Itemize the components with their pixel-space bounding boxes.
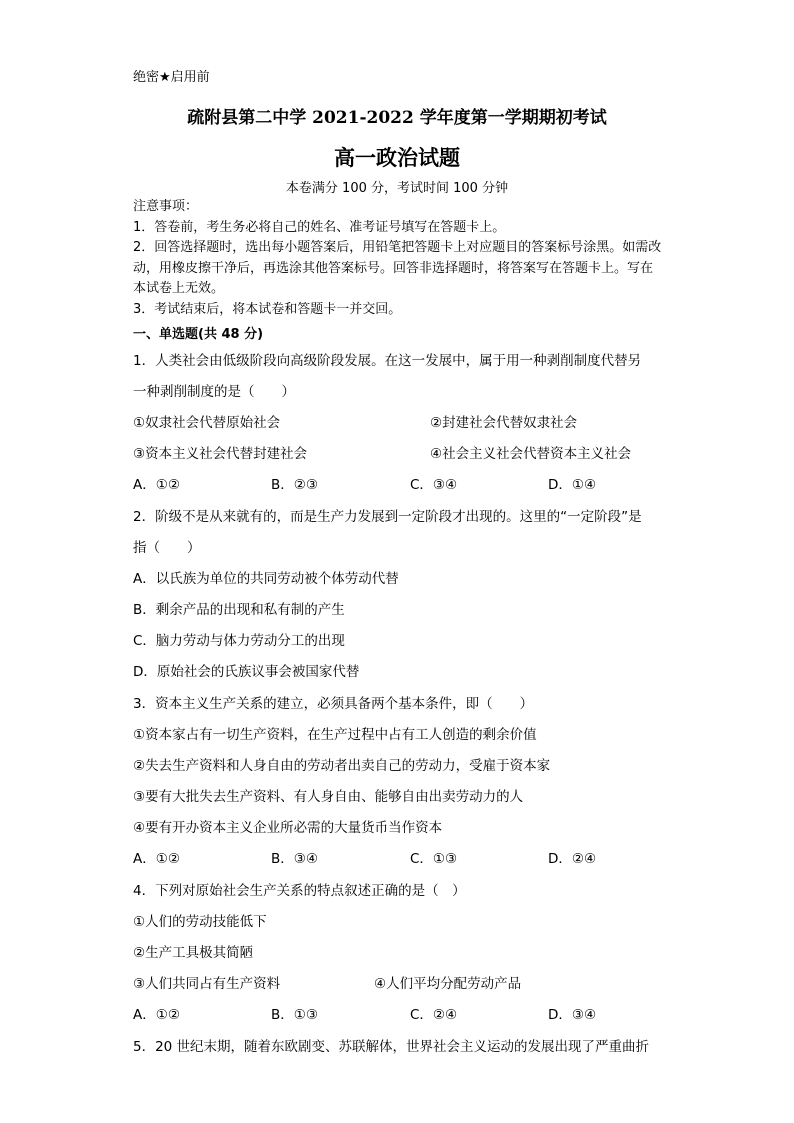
question-3-item: ①资本家占有一切生产资料，在生产过程中占有工人创造的剩余价值 bbox=[133, 727, 537, 743]
notes-heading: 注意事项： bbox=[133, 199, 199, 214]
section-title: 一、单选题(共 48 分) bbox=[133, 327, 264, 342]
question-1-item: ③资本主义社会代替封建社会 bbox=[133, 446, 308, 462]
exam-info: 本卷满分 100 分，考试时间 100 分钟 bbox=[285, 181, 509, 196]
question-2-stem-line1: 2．阶级不是从来就有的，而是生产力发展到一定阶段才出现的。这里的“一定阶段”是 bbox=[133, 509, 642, 525]
question-1-item: ①奴隶社会代替原始社会 bbox=[133, 415, 281, 431]
question-4-choice-a[interactable]: A．①② bbox=[133, 1007, 180, 1023]
question-3-item: ②失去生产资料和人身自由的劳动者出卖自己的劳动力，受雇于资本家 bbox=[133, 758, 551, 774]
question-3-choice-a[interactable]: A．①② bbox=[133, 851, 180, 867]
question-4-stem: 4．下列对原始社会生产关系的特点叙述正确的是（ ） bbox=[133, 883, 466, 899]
question-4-choice-c[interactable]: C．②④ bbox=[410, 1007, 458, 1023]
question-4-item: ④人们平均分配劳动产品 bbox=[374, 976, 522, 992]
question-3-stem: 3．资本主义生产关系的建立，必须具备两个基本条件，即（ ） bbox=[133, 696, 534, 712]
note-item: 1．答卷前，考生务必将自己的姓名、准考证号填写在答题卡上。 bbox=[133, 219, 506, 235]
question-1-item: ②封建社会代替奴隶社会 bbox=[430, 415, 578, 431]
question-1-item: ④社会主义社会代替资本主义社会 bbox=[430, 446, 632, 462]
question-4-item: ③人们共同占有生产资料 bbox=[133, 976, 281, 992]
question-3-item: ④要有开办资本主义企业所必需的大量货币当作资本 bbox=[133, 820, 443, 836]
question-1-stem-line1: 1．人类社会由低级阶段向高级阶段发展。在这一发展中，属于用一种剥削制度代替另 bbox=[133, 353, 642, 369]
question-4-item: ①人们的劳动技能低下 bbox=[133, 914, 267, 930]
question-1-choice-d[interactable]: D．①④ bbox=[548, 477, 597, 493]
notes-block bbox=[133, 197, 663, 320]
question-1-choice-c[interactable]: C．③④ bbox=[410, 477, 458, 493]
question-2-choice-b[interactable]: B．剩余产品的出现和私有制的产生 bbox=[133, 602, 345, 618]
question-4-choice-b[interactable]: B．①③ bbox=[271, 1007, 318, 1023]
question-1-stem-line2: 一种剥削制度的是（ ） bbox=[133, 384, 295, 400]
question-2-choice-d[interactable]: D．原始社会的氏族议事会被国家代替 bbox=[133, 664, 360, 680]
subject-title: 高一政治试题 bbox=[334, 145, 460, 170]
question-3-choice-d[interactable]: D．②④ bbox=[548, 851, 597, 867]
question-5-stem: 5．20 世纪末期，随着东欧剧变、苏联解体，世界社会主义运动的发展出现了严重曲折 bbox=[133, 1039, 650, 1055]
question-3-choice-c[interactable]: C．①③ bbox=[410, 851, 458, 867]
question-4-choice-d[interactable]: D．③④ bbox=[548, 1007, 597, 1023]
exam-title: 疏附县第二中学 2021-2022 学年度第一学期期初考试 bbox=[187, 108, 607, 128]
secret-mark: 绝密★启用前 bbox=[133, 70, 210, 85]
note-item: 3．考试结束后，将本试卷和答题卡一并交回。 bbox=[133, 301, 402, 317]
question-3-choice-b[interactable]: B．③④ bbox=[271, 851, 318, 867]
question-2-choice-a[interactable]: A．以氏族为单位的共同劳动被个体劳动代替 bbox=[133, 571, 399, 587]
question-1-choice-b[interactable]: B．②③ bbox=[271, 477, 318, 493]
question-4-item: ②生产工具极其简陋 bbox=[133, 945, 254, 961]
question-1-choice-a[interactable]: A．①② bbox=[133, 477, 180, 493]
question-2-choice-c[interactable]: C．脑力劳动与体力劳动分工的出现 bbox=[133, 633, 345, 649]
question-3-item: ③要有大批失去生产资料、有人身自由、能够自由出卖劳动力的人 bbox=[133, 789, 524, 805]
note-item: 2．回答选择题时，选出每小题答案后，用铅笔把答题卡上对应题目的答案标号涂黑。如需改动，用橡皮擦干净后，再选涂其他答案标号。回答非选择题时，将答案写在答题卡上。写在本试卷上无效。 bbox=[133, 240, 662, 296]
question-2-stem-line2: 指（ ） bbox=[133, 540, 201, 556]
